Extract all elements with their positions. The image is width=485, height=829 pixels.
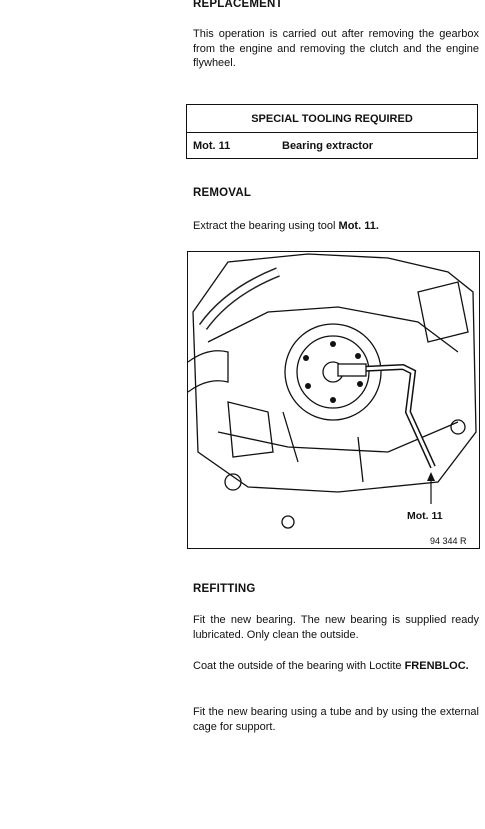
engine-drawing xyxy=(188,252,479,548)
tooling-header: SPECIAL TOOLING REQUIRED xyxy=(187,105,477,133)
tool-code: Mot. 11 xyxy=(193,140,231,152)
figure-reference: 94 344 R xyxy=(430,536,467,546)
removal-heading: REMOVAL xyxy=(193,187,252,199)
refitting-para-2-prefix: Coat the outside of the bearing with Loctite xyxy=(193,660,405,672)
removal-text-prefix: Extract the bearing using tool xyxy=(193,220,339,232)
engine-illustration xyxy=(187,251,480,549)
replacement-text: This operation is carried out after removing the gearbox from the engine and removing the clutch and the engine flywheel. xyxy=(193,28,479,69)
removal-tool-ref: Mot. 11. xyxy=(338,220,379,232)
figure-callout: Mot. 11 xyxy=(407,510,443,522)
refitting-para-3: Fit the new bearing using a tube and by using the external cage for support. xyxy=(193,706,479,733)
refitting-para-1: Fit the new bearing. The new bearing is supplied ready lubricated. Only clean the outside. xyxy=(193,614,479,641)
tool-name: Bearing extractor xyxy=(282,140,374,152)
special-tooling-table xyxy=(186,104,478,159)
replacement-heading: REPLACEMENT xyxy=(193,0,283,10)
removal-text xyxy=(193,219,479,234)
refitting-heading: REFITTING xyxy=(193,583,256,595)
loctite-product: FRENBLOC. xyxy=(404,660,469,672)
tooling-row xyxy=(187,133,477,159)
refitting-para-2 xyxy=(193,659,479,674)
